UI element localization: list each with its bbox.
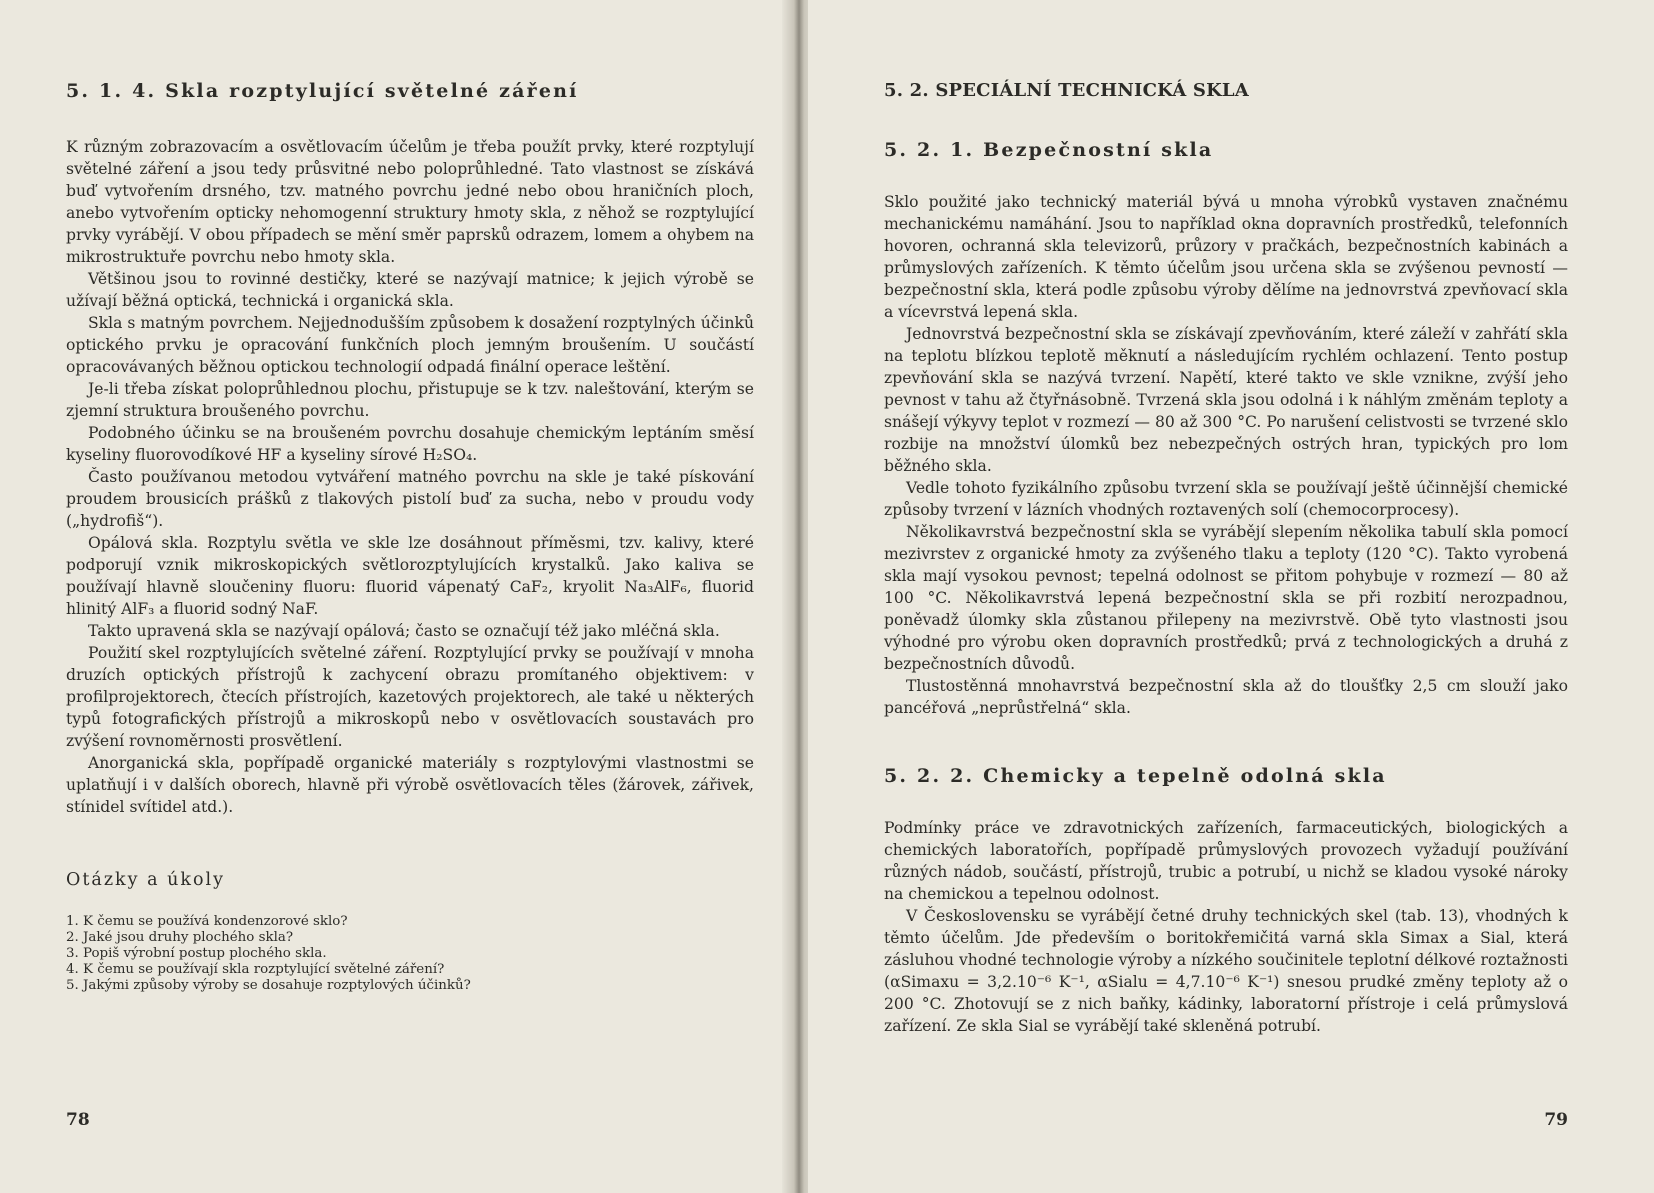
paragraph: Několikavrstvá bezpečnostní skla se vyrábějí slepením několika tabulí skla pomocí mezivrstev z organické hmoty za zvýšeného tlaku a teploty (120 °C). Takto vyrobená skla mají vysokou pevnost; tepelná odolnost se přitom pohybuje v rozmezí — 80 až 100 °C. Několikavrstvá lepená bezpečnostní skla se při rozbití nerozpadnou, poněvadž úlomky skla zůstanou přilepeny na mezivrstvě. Obě tyto vlastnosti jsou výhodné pro výrobu oken dopravních prostředků; prvá z technologických a druhá z bezpečnostních důvodů. — [884, 523, 1568, 673]
paragraph: Sklo použité jako technický materiál bývá u mnoha výrobků vystaven značnému mechanickému namáhání. Jsou to například okna dopravních prostředků, telefonních hovoren, ochranná skla televizorů, průzory v pračkách, bezpečnostních kabinách a průmyslových zařízeních. K těmto účelům jsou určena skla se zvýšenou pevností — bezpečnostní skla, která podle způsobu výroby dělíme na jednovrstvá zpevňovací skla a vícevrstvá lepená skla. — [884, 193, 1568, 321]
chapter-heading: 5. 2. SPECIÁLNÍ TECHNICKÁ SKLA — [884, 80, 1249, 101]
right-body-1 — [884, 191, 1568, 719]
question-item: 1. K čemu se používá kondenzorové sklo? — [66, 914, 348, 929]
spacer — [884, 719, 1568, 765]
right-body-2 — [884, 817, 1568, 1037]
section-heading: 5. 1. 4. Skla rozptylující světelné záření — [66, 80, 579, 102]
paragraph: K různým zobrazovacím a osvětlovacím účelům je třeba použít prvky, které rozptylují světelné záření a jsou tedy průsvitné nebo poloprůhledné. Tato vlastnost se získává buď vytvořením drsného, tzv. matného povrchu jedné nebo obou hraničních ploch, anebo vytvořením opticky nehomogenní struktury hmoty skla, z něhož se rozptylující prvky vyrábějí. V obou případech se mění směr paprsků odrazem, lomem a ohybem na mikrostruktuře povrchu nebo hmoty skla. — [66, 138, 754, 266]
subsection-heading: 5. 2. 1. Bezpečnostní skla — [884, 139, 1214, 161]
paragraph: Anorganická skla, popřípadě organické materiály s rozptylovými vlastnostmi se uplatňují i v dalších oborech, hlavně při výrobě osvětlovacích těles (žárovek, zářivek, stínidel svítidel atd.). — [66, 754, 754, 816]
question-item: 3. Popiš výrobní postup plochého skla. — [66, 946, 327, 961]
paragraph: Je-li třeba získat poloprůhlednou plochu, přistupuje se k tzv. naleštování, kterým se zjemní struktura broušeného povrchu. — [66, 380, 754, 420]
paragraph: V Československu se vyrábějí četné druhy technických skel (tab. 13), vhodných k těmto účelům. Jde především o boritokřemičitá varná skla Simax a Sial, která zásluhou vhodné technologie výroby a nízkého součinitele teplotní délkové roztažnosti (αSimaxu = 3,2.10⁻⁶ K⁻¹, αSialu = 4,7.10⁻⁶ K⁻¹) snesou prudké změny teploty až o 200 °C. Zhotovují se z nich baňky, kádinky, laboratorní přístroje i celá průmyslová zařízení. Ze skla Sial se vyrábějí také skleněná potrubí. — [884, 907, 1568, 1035]
paragraph: Často používanou metodou vytváření matného povrchu na skle je také pískování proudem brousicích prášků z tlakových pistolí buď za sucha, nebo v proudu vody („hydrofiš“). — [66, 468, 754, 530]
page-number: 79 — [1544, 1110, 1568, 1130]
paragraph: Většinou jsou to rovinné destičky, které se nazývají matnice; k jejich výrobě se užívají běžná optická, technická i organická skla. — [66, 270, 754, 310]
paragraph: Použití skel rozptylujících světelné záření. Rozptylující prvky se používají v mnoha druzích optických přístrojů k zachycení obrazu promítaného objektivem: v profilprojektorech, čtecích přístrojích, kazetových projektorech, ale také u některých typů fotografických přístrojů a mikroskopů nebo v osvětlovacích soustavách pro zvýšení rovnoměrnosti prosvětlení. — [66, 644, 754, 750]
paragraph: Jednovrstvá bezpečnostní skla se získávají zpevňováním, které záleží v zahřátí skla na teplotu blízkou teplotě měknutí a následujícím rychlém ochlazení. Tento postup zpevňování skla se nazývá tvrzení. Napětí, které takto ve skle vznikne, zvýší jeho pevnost v tahu až čtyřnásobně. Tvrzená skla jsou odolná i k náhlým změnám teploty a snášejí výkyvy teplot v rozmezí — 80 až 300 °C. Po narušení celistvosti se tvrzené sklo rozbije na množství úlomků bez nebezpečných ostrých hran, typických pro lom běžného skla. — [884, 325, 1568, 475]
paragraph: Skla s matným povrchem. Nejjednodušším způsobem k dosažení rozptylných účinků optického prvku je opracování funkčních ploch jemným broušením. U součástí opracovávaných běžnou optickou technologií odpadá finální operace leštění. — [66, 314, 754, 376]
paragraph: Takto upravená skla se nazývají opálová; často se označují též jako mléčná skla. — [88, 622, 720, 640]
paragraph: Podobného účinku se na broušeném povrchu dosahuje chemickým leptáním směsí kyseliny fluorovodíkové HF a kyseliny sírové H₂SO₄. — [66, 424, 754, 464]
question-item: 5. Jakými způsoby výroby se dosahuje rozptylových účinků? — [66, 978, 471, 993]
question-item: 2. Jaké jsou druhy plochého skla? — [66, 930, 294, 945]
left-body — [66, 136, 754, 818]
paragraph: Tlustostěnná mnohavrstvá bezpečnostní skla až do tloušťky 2,5 cm slouží jako pancéřová „neprůstřelná“ skla. — [884, 677, 1568, 717]
subsection-heading: 5. 2. 2. Chemicky a tepelně odolná skla — [884, 765, 1387, 787]
left-page — [0, 0, 790, 1193]
question-item: 4. K čemu se používají skla rozptylující světelné záření? — [66, 962, 445, 977]
questions-title: Otázky a úkoly — [66, 870, 225, 890]
paragraph: Opálová skla. Rozptylu světla ve skle lze dosáhnout příměsmi, tzv. kalivy, které podporují vznik mikroskopických světlorozptylujících krystalků. Jako kaliva se používají hlavně sloučeniny fluoru: fluorid vápenatý CaF₂, kryolit Na₃AlF₆, fluorid hlinitý AlF₃ a fluorid sodný NaF. — [66, 534, 754, 618]
paragraph: Podmínky práce ve zdravotnických zařízeních, farmaceutických, biologických a chemických laboratořích, popřípadě průmyslových provozech vyžadují používání různých nádob, součástí, přístrojů, trubic a potrubí, u nichž se kladou vysoké nároky na chemickou a tepelnou odolnost. — [884, 819, 1568, 903]
paragraph: Vedle tohoto fyzikálního způsobu tvrzení skla se používají ještě účinnější chemické způsoby tvrzení v lázních vhodných roztavených solí (chemocorprocesy). — [884, 479, 1568, 519]
right-page — [808, 0, 1654, 1193]
page-number: 78 — [66, 1110, 90, 1130]
questions-list — [66, 914, 754, 994]
